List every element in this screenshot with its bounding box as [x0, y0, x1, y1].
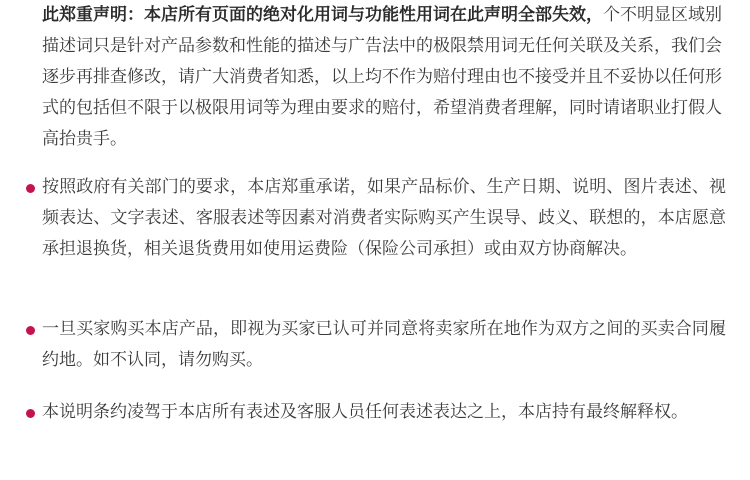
list-item: [26, 397, 726, 428]
bullet-dot-icon: [26, 184, 35, 193]
list-item-text: 一旦买家购买本店产品，即视为买家已认可并同意将卖家所在地作为双方之间的买卖合同履约地。如不认同，请勿购买。: [42, 319, 726, 370]
declaration-lead: 此郑重声明：本店所有页面的绝对化用词与功能性用词在此声明全部失效，: [42, 5, 603, 25]
bullet-dot-icon: [26, 409, 35, 418]
list-item-text: 按照政府有关部门的要求，本店郑重承诺，如果产品标价、生产日期、说明、图片表述、视频表达、文字表述、客服表述等因素对消费者实际购买产生误导、歧义、联想的，本店愿意承担退换货，相关退货费用如使用运费险（保险公司承担）或由双方协商解决。: [42, 177, 726, 259]
list-item: [26, 172, 726, 265]
declaration-paragraph: [42, 0, 722, 155]
declaration-body: 个不明显区域别描述词只是针对产品参数和性能的描述与广告法中的极限禁用词无任何关联及关系，我们会逐步再排查修改，请广大消费者知悉，以上均不作为赔付理由也不接受并且不妥协以任何形式的包括但不限于以极限用词等为理由要求的赔付，希望消费者理解，同时请诸职业打假人高抬贵手。: [42, 5, 722, 149]
list-item-text: 本说明条约凌驾于本店所有表述及客服人员任何表述表达之上，本店持有最终解释权。: [42, 402, 688, 422]
list-item: [26, 314, 726, 376]
bullet-dot-icon: [26, 326, 35, 335]
